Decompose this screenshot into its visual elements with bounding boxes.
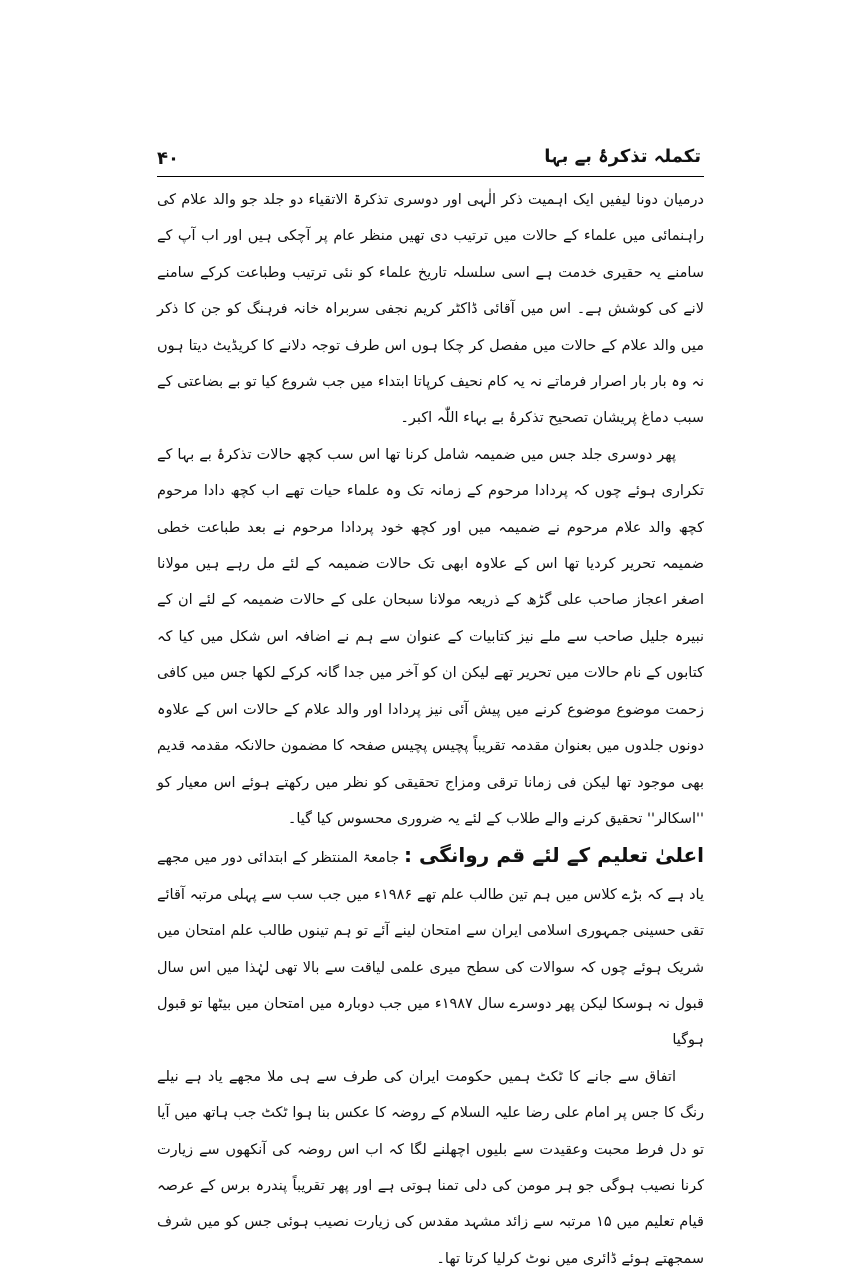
page-number: ۴۰ — [157, 148, 179, 169]
paragraph-4: اتفاق سے جانے کا ٹکٹ ہمیں حکومت ایران کی طرف سے ہی ملا مجھے یاد ہے نیلے رنگ کا جس پر امام علی رضا علیہ السلام کے روضہ کا عکس بنا ہوا ٹکٹ جب ہاتھ میں آیا تو دل فرط محبت وعقیدت سے بلیوں اچھلنے لگا کہ اب اس روضہ کی آنکھوں سے زیارت کرنا نصیب ہوگی جو ہر مومن کی دلی تمنا ہوتی ہے اور پھر تقریباً پندرہ برس کے عرصہ قیام تعلیم میں ۱۵ مرتبہ سے زائد مشہد مقدس کی زیارت نصیب ہوئی جس کو میں شرف سمجھتے ہوئے ڈائری میں نوٹ کرلیا کرتا تھا۔ — [157, 1068, 704, 1267]
body-text — [157, 182, 704, 1277]
header-rule — [157, 176, 704, 177]
section-heading: اعلیٰ تعلیم کے لئے قم روانگی : — [403, 843, 705, 868]
running-title: تکملہ تذکرۂ بے بہا — [544, 146, 701, 167]
paragraph-2: پھر دوسری جلد جس میں ضمیمہ شامل کرنا تھا اس سب کچھ حالات تذکرۂ بے بہا کے تکراری ہوئے چوں کہ پردادا مرحوم کے زمانہ تک وہ علماء حیات تھے اب کچھ دادا مرحوم کچھ والد علام مرحوم نے ضمیمہ میں اور کچھ خود پردادا مرحوم نے بعد طباعت خطی ضمیمہ تحریر کردیا تھا اس کے علاوہ ابھی تک حالات ضمیمہ کے لئے مل رہے ہیں مولانا اصغر اعجاز صاحب علی گڑھ کے ذریعہ مولانا سبحان علی کے حالات ضمیمہ کے لئے ان کے نبیرہ جلیل صاحب سے ملے نیز کتابیات کے عنوان سے ہم نے اضافہ اس شکل میں کیا کہ کتابوں کے نام حالات میں تحریر تھے لیکن ان کو آخر میں جدا گانہ کرکے لکھا جس میں کافی زحمت موضوع موضوع کرنے میں پیش آئی نیز پردادا اور والد علام کے حالات اس کے علاوہ دونوں جلدوں میں بعنوان مقدمہ تقریباً پچیس پچیس صفحہ کا مضمون حالانکہ مقدمہ قدیم بھی موجود تھا لیکن فی زمانا ترقی ومزاج تحقیقی کو نظر میں رکھتے ہوئے اس معیار کو ''اسکالر'' تحقیق کرنے والے طلاب کے لئے یہ ضروری محسوس کیا گیا۔ — [157, 446, 704, 827]
paragraph-3 — [157, 837, 704, 1058]
paragraph-1: درمیان دونا لیفیں ایک اہمیت ذکر الٰہی اور دوسری تذکرۃ الاتقیاء دو جلد جو والد علام کی راہنمائی میں علماء کے حالات میں ترتیب دی تھیں منظر عام پر آچکی ہیں اور اب آپ کے سامنے یہ حقیری خدمت ہے اسی سلسلہ تاریخ علماء کو نئی ترتیب وطباعت کرکے سامنے لانے کی کوشش ہے۔ اس میں آقائی ڈاکٹر کریم نجفی سربراہ خانہ فرہنگ کو جن کا ذکر میں والد علام کے حالات میں مفصل کر چکا ہوں اس طرف توجہ دلانے کا کریڈیٹ دیتا ہوں نہ وہ بار بار اصرار فرماتے نہ یہ کام نحیف کرپاتا ابتداء میں جب شروع کیا تو بے بضاعتی کے سبب دماغ پریشان تصحیح تذکرۂ بے بہاء اللّٰہ اکبر۔ — [157, 192, 704, 427]
page-header — [157, 146, 701, 176]
paragraph-3-text: جامعۃ المنتظر کے ابتدائی دور میں مجھے یاد ہے کہ بڑے کلاس میں ہم تین طالب علم تھے ۱۹۸۶ء میں جب سب سے پہلی مرتبہ آقائے تقی حسینی جمہوری اسلامی ایران سے امتحان لینے آئے تو ہم تینوں طالب علم امتحان میں شریک ہوئے چوں کہ سوالات کی سطح میری علمی لیاقت سے بالا تھی لہٰذا میں اس سال قبول نہ ہوسکا لیکن پھر دوسرے سال ۱۹۸۷ء میں جب دوبارہ میں امتحان میں بیٹھا تو قبول ہوگیا — [157, 850, 705, 1049]
